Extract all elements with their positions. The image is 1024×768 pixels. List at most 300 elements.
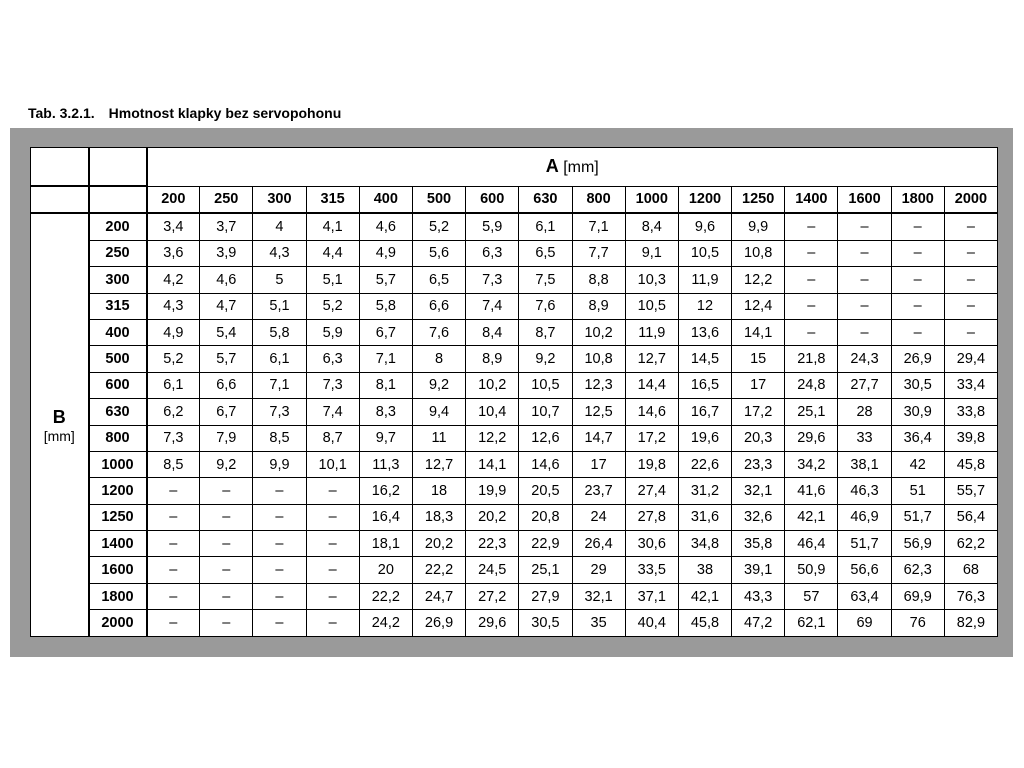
a-unit: [mm] — [563, 159, 599, 177]
table-cell: 8,4 — [625, 213, 678, 240]
table-cell: 35 — [572, 610, 625, 636]
table-cell: 62,2 — [944, 531, 997, 557]
table-cell: – — [200, 610, 253, 636]
table-cell: 39,1 — [732, 557, 785, 583]
table-cell: 7,3 — [306, 372, 359, 398]
table-cell: 19,6 — [678, 425, 731, 451]
table-row — [31, 267, 998, 293]
table-cell: 12,7 — [412, 451, 465, 477]
table-cell: 20,2 — [412, 531, 465, 557]
table-cell: 46,4 — [785, 531, 838, 557]
table-cell: 26,4 — [572, 531, 625, 557]
table-cell: 11,9 — [678, 267, 731, 293]
table-cell: 8,7 — [519, 319, 572, 345]
table-cell: 12 — [678, 293, 731, 319]
b-axis-title — [31, 213, 89, 636]
table-cell: 25,1 — [519, 557, 572, 583]
table-cell: 20,3 — [732, 425, 785, 451]
table-cell: 68 — [944, 557, 997, 583]
table-cell: 69,9 — [891, 583, 944, 609]
table-cell: 16,4 — [359, 504, 412, 530]
table-cell: 30,6 — [625, 531, 678, 557]
table-cell: – — [944, 319, 997, 345]
table-cell: 35,8 — [732, 531, 785, 557]
table-cell: 5 — [253, 267, 306, 293]
table-cell: 14,6 — [625, 399, 678, 425]
table-cell: 14,5 — [678, 346, 731, 372]
table-cell: – — [200, 478, 253, 504]
table-cell: 28 — [838, 399, 891, 425]
table-cell: 5,2 — [412, 213, 465, 240]
table-cell: 18,3 — [412, 504, 465, 530]
table-cell: 11,3 — [359, 451, 412, 477]
table-cell: 24,8 — [785, 372, 838, 398]
table-cell: 4,6 — [200, 267, 253, 293]
column-header-a: 300 — [253, 186, 306, 213]
table-cell: 4 — [253, 213, 306, 240]
table-cell: 45,8 — [678, 610, 731, 636]
row-header-b: 300 — [89, 267, 147, 293]
row-header-b: 1600 — [89, 557, 147, 583]
row-header-b: 1250 — [89, 504, 147, 530]
table-cell: 6,6 — [412, 293, 465, 319]
table-cell: 42,1 — [678, 583, 731, 609]
table-cell: 32,1 — [572, 583, 625, 609]
table-cell: 7,4 — [306, 399, 359, 425]
table-cell: 51,7 — [838, 531, 891, 557]
table-caption — [28, 105, 341, 121]
corner-cell — [89, 148, 147, 187]
table-cell: – — [891, 213, 944, 240]
table-cell: 5,7 — [359, 267, 412, 293]
table-row — [31, 293, 998, 319]
table-cell: 3,4 — [147, 213, 200, 240]
row-header-b: 1400 — [89, 531, 147, 557]
table-cell: 14,7 — [572, 425, 625, 451]
table-cell: 22,2 — [359, 583, 412, 609]
row-header-b: 1800 — [89, 583, 147, 609]
table-cell: 6,2 — [147, 399, 200, 425]
table-cell: 41,6 — [785, 478, 838, 504]
table-cell: 9,9 — [732, 213, 785, 240]
table-cell: – — [306, 557, 359, 583]
table-cell: 62,1 — [785, 610, 838, 636]
column-header-a: 1600 — [838, 186, 891, 213]
table-cell: 24,3 — [838, 346, 891, 372]
table-cell: 6,6 — [200, 372, 253, 398]
table-cell: 20,2 — [466, 504, 519, 530]
table-cell: 42 — [891, 451, 944, 477]
table-cell: 33,5 — [625, 557, 678, 583]
table-cell: – — [200, 583, 253, 609]
table-row — [31, 319, 998, 345]
table-cell: 16,7 — [678, 399, 731, 425]
table-cell: – — [891, 267, 944, 293]
row-header-b: 1000 — [89, 451, 147, 477]
table-cell: – — [785, 213, 838, 240]
table-cell: 36,4 — [891, 425, 944, 451]
table-cell: 33,8 — [944, 399, 997, 425]
table-cell: 30,5 — [519, 610, 572, 636]
table-cell: – — [147, 478, 200, 504]
table-cell: 62,3 — [891, 557, 944, 583]
table-cell: – — [944, 267, 997, 293]
table-cell: – — [785, 267, 838, 293]
column-header-a: 630 — [519, 186, 572, 213]
table-cell: 17,2 — [732, 399, 785, 425]
table-cell: 12,2 — [466, 425, 519, 451]
table-cell: 6,1 — [519, 213, 572, 240]
table-cell: 6,1 — [147, 372, 200, 398]
table-cell: 4,2 — [147, 267, 200, 293]
table-cell: 7,4 — [466, 293, 519, 319]
table-cell: 32,6 — [732, 504, 785, 530]
table-cell: 17,2 — [625, 425, 678, 451]
table-cell: 6,5 — [412, 267, 465, 293]
table-cell: 12,7 — [625, 346, 678, 372]
table-cell: 6,7 — [200, 399, 253, 425]
table-cell: 11,9 — [625, 319, 678, 345]
table-cell: 14,4 — [625, 372, 678, 398]
row-header-b: 1200 — [89, 478, 147, 504]
table-cell: 12,2 — [732, 267, 785, 293]
table-cell: – — [306, 504, 359, 530]
table-cell: 5,8 — [359, 293, 412, 319]
table-cell: 5,1 — [253, 293, 306, 319]
table-cell: 6,7 — [359, 319, 412, 345]
table-cell: 56,9 — [891, 531, 944, 557]
table-cell: – — [200, 557, 253, 583]
row-header-b: 400 — [89, 319, 147, 345]
table-cell: – — [306, 610, 359, 636]
table-cell: 26,9 — [891, 346, 944, 372]
table-cell: 6,3 — [466, 240, 519, 266]
column-header-a: 1400 — [785, 186, 838, 213]
table-cell: – — [253, 583, 306, 609]
table-cell: 9,6 — [678, 213, 731, 240]
table-cell: 4,3 — [253, 240, 306, 266]
table-cell: – — [944, 293, 997, 319]
table-cell: 47,2 — [732, 610, 785, 636]
table-cell: 21,8 — [785, 346, 838, 372]
table-cell: 29,6 — [785, 425, 838, 451]
table-cell: 46,3 — [838, 478, 891, 504]
column-header-a: 1800 — [891, 186, 944, 213]
table-cell: 20,8 — [519, 504, 572, 530]
table-cell: 7,3 — [147, 425, 200, 451]
table-cell: 5,1 — [306, 267, 359, 293]
table-cell: 27,2 — [466, 583, 519, 609]
column-header-a: 315 — [306, 186, 359, 213]
table-cell: 20,5 — [519, 478, 572, 504]
column-header-a: 500 — [412, 186, 465, 213]
table-cell: 24,5 — [466, 557, 519, 583]
column-header-a: 600 — [466, 186, 519, 213]
table-cell: 31,2 — [678, 478, 731, 504]
table-cell: 5,4 — [200, 319, 253, 345]
column-header-a: 400 — [359, 186, 412, 213]
weight-table — [30, 147, 998, 637]
table-cell: 76 — [891, 610, 944, 636]
table-cell: 17 — [572, 451, 625, 477]
table-cell: 10,2 — [466, 372, 519, 398]
table-row — [31, 478, 998, 504]
table-cell: 18,1 — [359, 531, 412, 557]
table-cell: – — [306, 478, 359, 504]
table-cell: 6,3 — [306, 346, 359, 372]
table-cell: 22,9 — [519, 531, 572, 557]
b-label: B — [52, 406, 66, 427]
table-cell: 29 — [572, 557, 625, 583]
corner-cell — [89, 186, 147, 213]
table-cell: – — [891, 319, 944, 345]
table-cell: 8,5 — [253, 425, 306, 451]
table-cell: – — [838, 240, 891, 266]
table-cell: 34,2 — [785, 451, 838, 477]
table-cell: 38 — [678, 557, 731, 583]
table-cell: 7,1 — [359, 346, 412, 372]
table-cell: 9,2 — [200, 451, 253, 477]
table-cell: 76,3 — [944, 583, 997, 609]
table-cell: 15 — [732, 346, 785, 372]
table-cell: 9,2 — [519, 346, 572, 372]
table-cell: 8,5 — [147, 451, 200, 477]
table-cell: 33 — [838, 425, 891, 451]
table-cell: 10,5 — [625, 293, 678, 319]
table-title: Hmotnost klapky bez servopohonu — [108, 105, 342, 121]
table-cell: 9,9 — [253, 451, 306, 477]
a-axis-title — [147, 148, 998, 187]
column-header-a: 250 — [200, 186, 253, 213]
table-cell: 5,9 — [466, 213, 519, 240]
table-cell: 16,2 — [359, 478, 412, 504]
table-cell: 3,7 — [200, 213, 253, 240]
table-cell: 7,6 — [519, 293, 572, 319]
table-cell: 10,3 — [625, 267, 678, 293]
table-cell: – — [838, 267, 891, 293]
table-row — [31, 240, 998, 266]
table-cell: 14,1 — [732, 319, 785, 345]
table-cell: – — [200, 531, 253, 557]
table-cell: 5,8 — [253, 319, 306, 345]
table-cell: 10,5 — [678, 240, 731, 266]
a-label: A — [545, 156, 559, 177]
table-cell: 6,1 — [253, 346, 306, 372]
column-header-a: 1000 — [625, 186, 678, 213]
table-cell: 10,7 — [519, 399, 572, 425]
table-cell: 22,6 — [678, 451, 731, 477]
table-cell: – — [891, 293, 944, 319]
table-cell: 16,5 — [678, 372, 731, 398]
table-cell: 8,7 — [306, 425, 359, 451]
table-cell: 30,5 — [891, 372, 944, 398]
table-cell: 82,9 — [944, 610, 997, 636]
table-cell: 56,6 — [838, 557, 891, 583]
table-row — [31, 425, 998, 451]
table-cell: 43,3 — [732, 583, 785, 609]
table-cell: 4,1 — [306, 213, 359, 240]
table-cell: 12,3 — [572, 372, 625, 398]
table-cell: – — [253, 557, 306, 583]
table-cell: – — [147, 610, 200, 636]
table-cell: 7,3 — [253, 399, 306, 425]
table-row — [31, 346, 998, 372]
table-cell: 7,6 — [412, 319, 465, 345]
table-cell: – — [785, 240, 838, 266]
table-cell: 7,1 — [253, 372, 306, 398]
row-header-b: 500 — [89, 346, 147, 372]
table-cell: 27,9 — [519, 583, 572, 609]
table-cell: 9,7 — [359, 425, 412, 451]
table-cell: 32,1 — [732, 478, 785, 504]
table-cell: 22,2 — [412, 557, 465, 583]
table-cell: 38,1 — [838, 451, 891, 477]
table-cell: 56,4 — [944, 504, 997, 530]
column-header-a: 800 — [572, 186, 625, 213]
table-cell: 18 — [412, 478, 465, 504]
table-cell: 7,3 — [466, 267, 519, 293]
a-title-row — [31, 148, 998, 187]
table-row — [31, 531, 998, 557]
table-cell: 10,8 — [572, 346, 625, 372]
table-cell: – — [147, 583, 200, 609]
table-row — [31, 372, 998, 398]
table-cell: 11 — [412, 425, 465, 451]
table-cell: 8,8 — [572, 267, 625, 293]
table-cell: 24,7 — [412, 583, 465, 609]
table-cell: 57 — [785, 583, 838, 609]
table-cell: 12,5 — [572, 399, 625, 425]
table-cell: 7,5 — [519, 267, 572, 293]
table-cell: 4,3 — [147, 293, 200, 319]
table-cell: 5,7 — [200, 346, 253, 372]
table-cell: – — [306, 531, 359, 557]
table-cell: 4,4 — [306, 240, 359, 266]
a-values-row — [31, 186, 998, 213]
table-cell: 50,9 — [785, 557, 838, 583]
table-cell: – — [147, 557, 200, 583]
table-cell: – — [253, 531, 306, 557]
table-row — [31, 610, 998, 636]
table-cell: 23,3 — [732, 451, 785, 477]
table-row — [31, 504, 998, 530]
table-cell: 23,7 — [572, 478, 625, 504]
table-cell: 20 — [359, 557, 412, 583]
row-header-b: 315 — [89, 293, 147, 319]
table-frame — [10, 128, 1013, 657]
table-cell: 51,7 — [891, 504, 944, 530]
table-cell: – — [838, 213, 891, 240]
table-cell: 33,4 — [944, 372, 997, 398]
table-cell: – — [838, 293, 891, 319]
table-cell: 5,2 — [306, 293, 359, 319]
table-cell: 10,8 — [732, 240, 785, 266]
table-cell: 5,2 — [147, 346, 200, 372]
column-header-a: 200 — [147, 186, 200, 213]
table-cell: 19,8 — [625, 451, 678, 477]
column-header-a: 2000 — [944, 186, 997, 213]
corner-cell — [31, 186, 89, 213]
table-cell: 27,7 — [838, 372, 891, 398]
column-header-a: 1200 — [678, 186, 731, 213]
row-header-b: 200 — [89, 213, 147, 240]
table-cell: 45,8 — [944, 451, 997, 477]
table-row — [31, 213, 998, 240]
table-cell: 3,6 — [147, 240, 200, 266]
table-cell: – — [306, 583, 359, 609]
table-cell: 9,2 — [412, 372, 465, 398]
table-cell: 24 — [572, 504, 625, 530]
table-cell: – — [944, 240, 997, 266]
table-cell: 4,7 — [200, 293, 253, 319]
table-cell: – — [200, 504, 253, 530]
table-cell: – — [253, 610, 306, 636]
table-cell: 55,7 — [944, 478, 997, 504]
table-cell: 31,6 — [678, 504, 731, 530]
table-cell: 29,6 — [466, 610, 519, 636]
row-header-b: 250 — [89, 240, 147, 266]
table-cell: 37,1 — [625, 583, 678, 609]
corner-cell — [31, 148, 89, 187]
table-cell: 8 — [412, 346, 465, 372]
table-cell: 10,1 — [306, 451, 359, 477]
table-cell: 12,4 — [732, 293, 785, 319]
table-cell: 40,4 — [625, 610, 678, 636]
table-cell: – — [147, 531, 200, 557]
table-cell: 9,1 — [625, 240, 678, 266]
table-cell: 22,3 — [466, 531, 519, 557]
table-cell: – — [838, 319, 891, 345]
table-cell: 42,1 — [785, 504, 838, 530]
column-header-a: 1250 — [732, 186, 785, 213]
table-cell: 4,9 — [359, 240, 412, 266]
table-cell: 24,2 — [359, 610, 412, 636]
table-cell: 12,6 — [519, 425, 572, 451]
table-cell: – — [944, 213, 997, 240]
table-cell: 27,4 — [625, 478, 678, 504]
table-cell: 46,9 — [838, 504, 891, 530]
row-header-b: 2000 — [89, 610, 147, 636]
table-cell: 34,8 — [678, 531, 731, 557]
table-number: Tab. 3.2.1. — [28, 105, 95, 121]
table-cell: 17 — [732, 372, 785, 398]
b-unit: [mm] — [43, 427, 75, 444]
table-row — [31, 399, 998, 425]
table-cell: – — [253, 504, 306, 530]
table-cell: 13,6 — [678, 319, 731, 345]
table-cell: 27,8 — [625, 504, 678, 530]
table-cell: 6,5 — [519, 240, 572, 266]
table-cell: 8,1 — [359, 372, 412, 398]
table-cell: 5,9 — [306, 319, 359, 345]
table-cell: 14,6 — [519, 451, 572, 477]
table-cell: – — [891, 240, 944, 266]
table-cell: – — [147, 504, 200, 530]
table-cell: 5,6 — [412, 240, 465, 266]
table-cell: 4,9 — [147, 319, 200, 345]
row-header-b: 630 — [89, 399, 147, 425]
table-cell: 7,9 — [200, 425, 253, 451]
table-row — [31, 583, 998, 609]
table-cell: 7,1 — [572, 213, 625, 240]
table-cell: 69 — [838, 610, 891, 636]
table-cell: 8,9 — [466, 346, 519, 372]
table-cell: 7,7 — [572, 240, 625, 266]
table-cell: 26,9 — [412, 610, 465, 636]
table-cell: 39,8 — [944, 425, 997, 451]
table-cell: – — [253, 478, 306, 504]
table-cell: 19,9 — [466, 478, 519, 504]
